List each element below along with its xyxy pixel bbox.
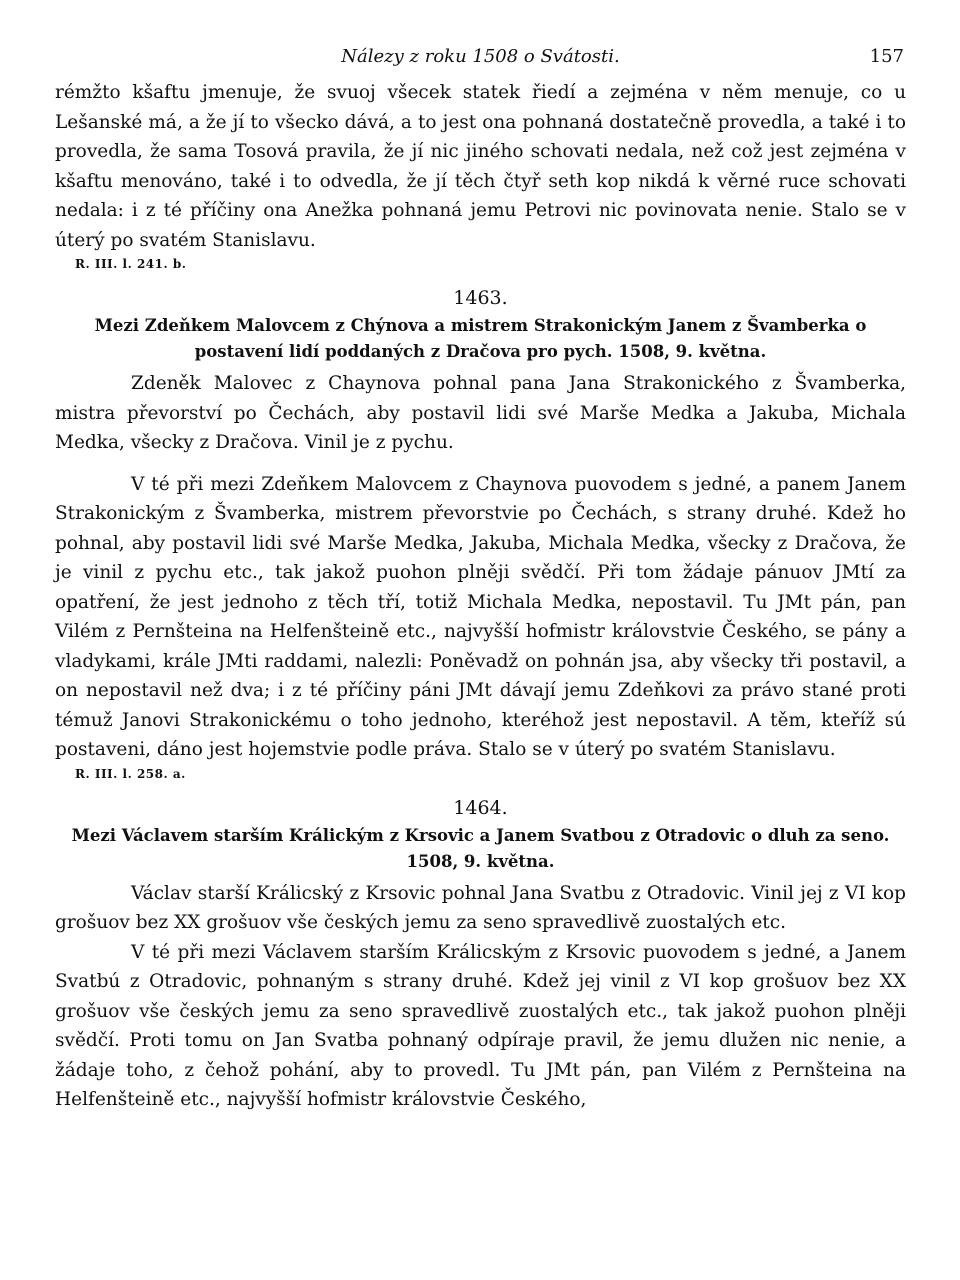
page-number: 157 (869, 46, 904, 67)
entry-number: 1463. (453, 287, 508, 309)
continuation-paragraph: rémžto kšaftu jmenuje, že svuoj všecek statek řiedí a zejména v něm menuje, co u Lešanské má, a že jí to všecko dává, a to jest ona pohnaná dostatečně provedla, a také i to provedla, že sama Tosová pravila, že jí nic jiného schovati nedala, než což jest zejména v kšaftu menováno, také i to odvedla, že jí těch čtyř seth kop nikdá k věrné ruce schovati nedala: i z té příčiny ona Anežka pohnaná jemu Petrovi nic povinovata nenie. Stalo se v úterý po svatém Stanislavu. (55, 82, 906, 251)
entry-1464 (55, 797, 906, 1115)
entry-summary: Mezi Zdeňkem Malovcem z Chýnova a mistrem Strakonickým Janem z Švamberka o postavení lidí poddaných z Dračova pro pych. 1508, 9. května. (94, 316, 867, 361)
source-reference: R. III. l. 241. b. (75, 257, 187, 271)
entry-number: 1464. (453, 796, 508, 819)
running-title: Nálezy z roku 1508 o Svátosti. (341, 46, 620, 67)
entry-paragraph: Zdeněk Malovec z Chaynova pohnal pana Jana Strakonického z Švamberka, mistra převorství po Čechách, aby postavil lidi své Marše Medka a Jakuba, Michala Medka, všecky z Dračova. Vinil je z pychu. (55, 373, 906, 453)
entry-summary: Mezi Václavem starším Králickým z Krsovic a Janem Svatbou z Otradovic o dluh za seno. 1508, 9. května. (71, 825, 890, 871)
entry-paragraph: V té při mezi Zdeňkem Malovcem z Chaynova puovodem s jedné, a panem Janem Strakonickým z Švamberka, mistrem převorstvie po Čechách, s strany druhé. Kdež ho pohnal, aby postavil lidi své Marše Medka, Jakuba, Michala Medka, všecky z Dračova, že je vinil z pychu etc., tak jakož puohon plněji svědčí. Při tom žádaje pánuov JMtí za opatření, že jest jednoho z těch tří, totiž Michala Medka, nepostavil. Tu JMt pán, pan Vilém z Pernšteina na Helfenšteině etc., najvyšší hofmistr královstvie Českého, se pány a vladykami, krále JMti raddami, nalezli: Poněvadž on pohnán jsa, aby všecky tři postavil, a on nepostavil než dva; i z té příčiny páni JMt dávají jemu Zdeňkovi za právo stané proti témuž Janovi Strakonickému o toho jednoho, kteréhož jest nepostavil. A těm, kteříž sú postaveni, dáno jest hojemstvie podle práva. Stalo se v úterý po svatém Stanislavu. (55, 473, 906, 760)
entry-paragraph: Václav starší Králicský z Krsovic pohnal Jana Svatbu z Otradovic. Vinil jej z VI kop grošuov bez XX grošuov vše českých jemu za seno spravedlivě zuostalých etc. (55, 882, 906, 933)
document-page (55, 38, 906, 1115)
running-header (55, 38, 906, 78)
entry-paragraph: V té při mezi Václavem starším Králicským z Krsovic puovodem s jedné, a Janem Svatbú z Otradovic, pohnaným s strany druhé. Kdež jej vinil z VI kop grošuov bez XX grošuov vše českých jemu za seno spravedlivě zuostalých etc., tak jakož puohon plněji svědčí. Proti tomu on Jan Svatba pohnaný odpíraje pravil, že jemu dlužen nic nenie, a žádaje toho, z čehož pohání, aby to provedl. Tu JMt pán, pan Vilém z Pernšteina na Helfenšteině etc., najvyšší hofmistr královstvie Českého, (55, 941, 906, 1110)
source-reference: R. III. l. 258. a. (75, 766, 186, 781)
entry-1463 (55, 287, 906, 789)
